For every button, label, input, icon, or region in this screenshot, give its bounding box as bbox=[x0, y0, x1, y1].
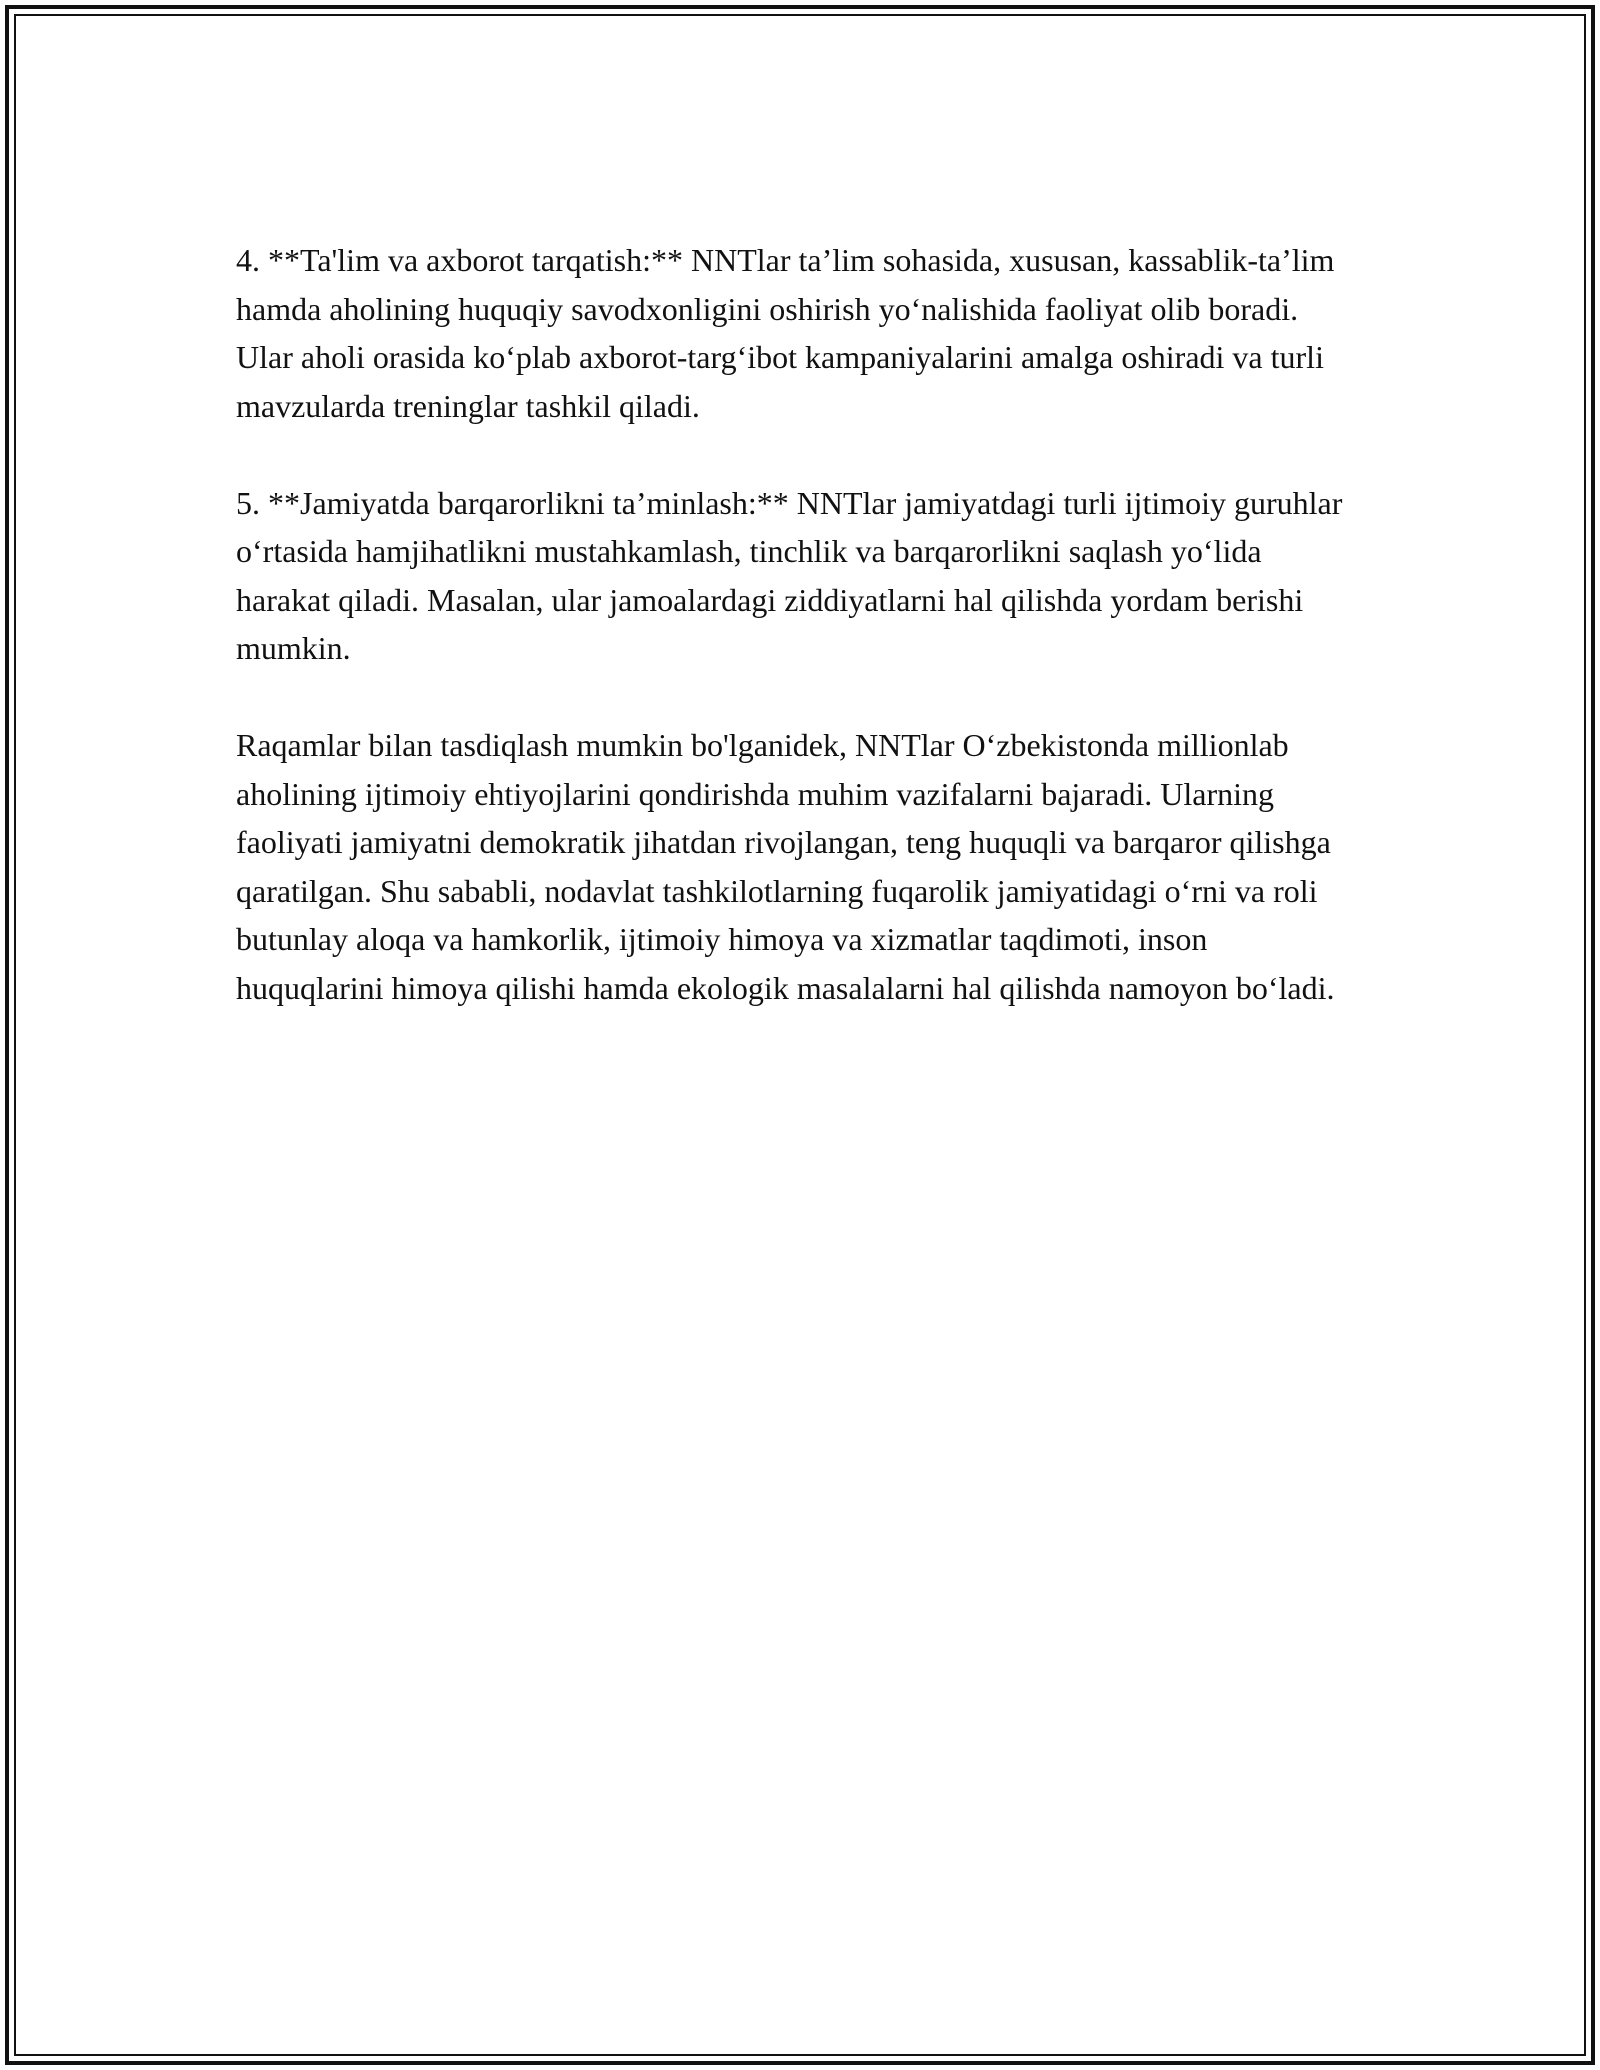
paragraph-item-4: 4. **Ta'lim va axborot tarqatish:** NNTlar ta’lim sohasida, xususan, kassablik-ta’lim hamda aholining huquqiy savodxonligini oshirish yo‘nalishida faoliyat olib boradi. Ular aholi orasida ko‘plab axborot-targ‘ibot kampaniyalarini amalga oshiradi va turli mavzularda treninglar tashkil qiladi. bbox=[236, 242, 1335, 424]
paragraph-conclusion: Raqamlar bilan tasdiqlash mumkin bo'lganidek, NNTlar O‘zbekistonda millionlab aholining ijtimoiy ehtiyojlarini qondirishda muhim vazifalarni bajaradi. Ularning faoliyati jamiyatni demokratik jihatdan rivojlangan, teng huquqli va barqaror qilishga qaratilgan. Shu sababli, nodavlat tashkilotlarning fuqarolik jamiyatidagi o‘rni va roli butunlay aloqa va hamkorlik, ijtimoiy himoya va xizmatlar taqdimoti, inson huquqlarini himoya qilishi hamda ekologik masalalarni hal qilishda namoyon bo‘ladi. bbox=[236, 727, 1335, 1006]
document-body bbox=[236, 236, 1356, 1061]
paragraph-item-5: 5. **Jamiyatda barqarorlikni ta’minlash:** NNTlar jamiyatdagi turli ijtimoiy guruhlar o‘rtasida hamjihatlikni mustahkamlash, tinchlik va barqarorlikni saqlash yo‘lida harakat qiladi. Masalan, ular jamoalardagi ziddiyatlarni hal qilishda yordam berishi mumkin. bbox=[236, 484, 1343, 666]
